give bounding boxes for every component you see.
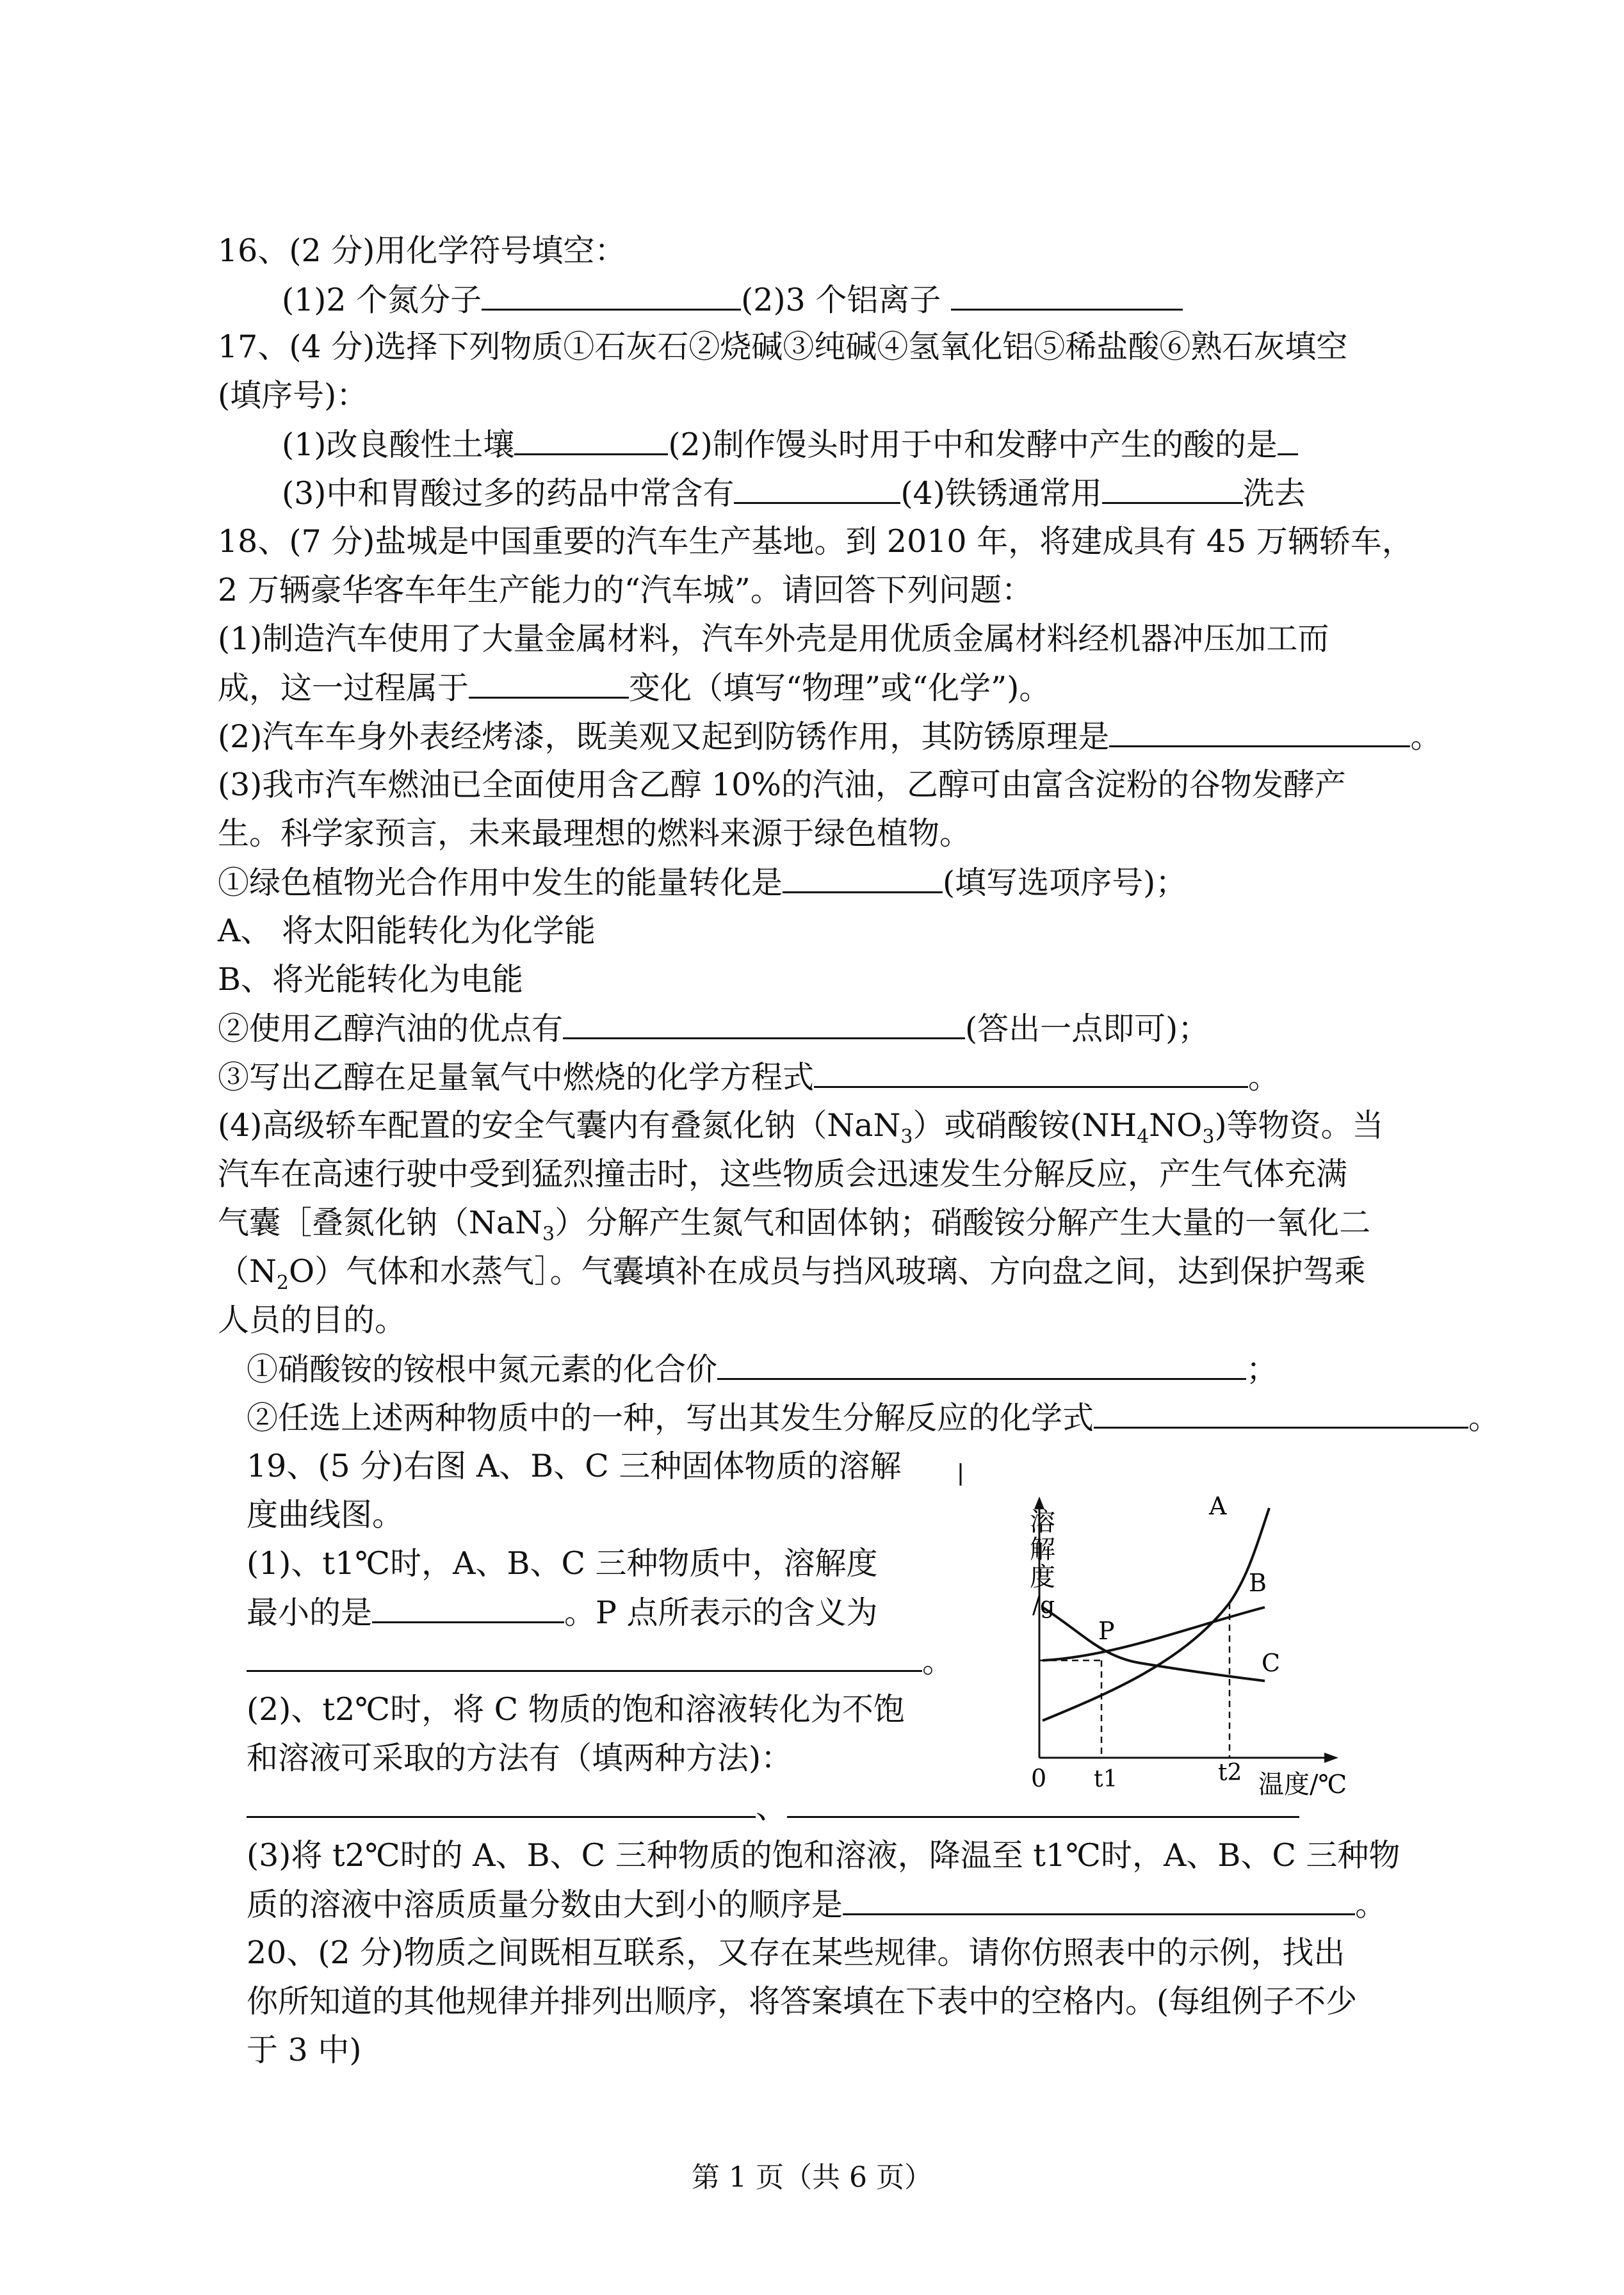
curve-b xyxy=(1043,1607,1265,1660)
q19-p3b-pre: 质的溶液中溶质质量分数由大到小的顺序是 xyxy=(247,1886,843,1923)
q18-s2 xyxy=(218,1009,1209,1048)
q19-p2b: 和溶液可采取的方法有（填两种方法)： xyxy=(247,1740,793,1776)
q18-p4d-text1: （N xyxy=(218,1253,277,1290)
q18-p4a-sub1: 3 xyxy=(900,1125,913,1148)
q18-p4a-text3: NO xyxy=(1149,1107,1203,1144)
q18-p4a-sub3: 3 xyxy=(1202,1125,1215,1148)
q20-line2: 你所知道的其他规律并排列出顺序，将答案填在下表中的空格内。(每组例子不少 xyxy=(247,1983,1358,2020)
q18-answer6-blank[interactable] xyxy=(717,1350,1246,1380)
q19-answer5-blank[interactable] xyxy=(843,1885,1355,1915)
q18-answer2-blank[interactable] xyxy=(1109,717,1410,747)
q19-answer2-blank[interactable] xyxy=(247,1642,922,1672)
q19-stem1: 19、(5 分)右图 A、B、C 三种固体物质的溶解 xyxy=(247,1448,902,1484)
q18-p4d-sub: 2 xyxy=(276,1271,289,1294)
q18-p4a-text2: ）或硝酸铵(NH xyxy=(913,1107,1137,1144)
q19-p3b xyxy=(247,1885,1386,1924)
q16-stem: 16、(2 分)用化学符号填空： xyxy=(218,232,626,269)
curve-c xyxy=(1043,1607,1265,1681)
q17-answer2-blank[interactable] xyxy=(1278,425,1298,455)
q17-part3-label: (3)中和胃酸过多的药品中常含有 xyxy=(282,475,735,512)
q17-answer4-blank[interactable] xyxy=(1102,474,1243,504)
curve-a-label: A xyxy=(1209,1492,1227,1520)
q19-answer1-blank[interactable] xyxy=(372,1593,564,1623)
q18-p4d-text2: O）气体和水蒸气］。气囊填补在成员与挡风玻璃、方向盘之间，达到保护驾乘 xyxy=(288,1253,1366,1290)
q18-s4 xyxy=(247,1350,1278,1389)
q18-s4-pre: ①硝酸铵的铵根中氮元素的化合价 xyxy=(247,1351,718,1388)
q19-answer3-blank[interactable] xyxy=(247,1788,756,1818)
y-label-2: 解 xyxy=(1030,1535,1055,1564)
q18-answer4-blank[interactable] xyxy=(563,1009,965,1039)
q18-s2-post: (答出一点即可)； xyxy=(965,1010,1210,1047)
q17-line2 xyxy=(282,474,1306,513)
q18-p4c-text2: ）分解产生氮气和固体钠；硝酸铵分解产生大量的一氧化二 xyxy=(555,1204,1371,1241)
point-p-label: P xyxy=(1098,1617,1115,1645)
q19-p3b-post: 。 xyxy=(1355,1886,1387,1923)
q17-line1 xyxy=(282,425,1298,464)
q18-p4c-text1: 气囊［叠氮化钠（NaN xyxy=(218,1204,542,1241)
q19-p1b-pre: 最小的是 xyxy=(247,1594,373,1631)
q18-s5-pre: ②任选上述两种物质中的一种，写出其发生分解反应的化学式 xyxy=(247,1400,1094,1436)
y-label-3: 度 xyxy=(1030,1562,1055,1592)
q18-s1-pre: ①绿色植物光合作用中发生的能量转化是 xyxy=(218,864,783,901)
q18-stem2: 2 万辆豪华客车年生产能力的“汽车城”。请回答下列问题： xyxy=(218,572,1033,608)
q18-p4b: 汽车在高速行驶中受到猛烈撞击时，这些物质会迅速发生分解反应，产生气体充满 xyxy=(218,1156,1348,1192)
q20-line3: 于 3 中) xyxy=(247,2032,362,2068)
q18-p4a-text1: (4)高级轿车配置的安全气囊内有叠氮化钠（NaN xyxy=(218,1107,901,1144)
q19-p2c-sep: 、 xyxy=(756,1789,788,1826)
q19-p1a: (1)、t1℃时，A、B、C 三种物质中，溶解度 xyxy=(247,1545,878,1582)
q19-p1b-post: 。P 点所表示的含义为 xyxy=(564,1594,878,1631)
q19-p3a: (3)将 t2℃时的 A、B、C 三种物质的饱和溶液，降温至 t1℃时，A、B、C 三种物 xyxy=(247,1837,1401,1874)
q17-stem: 17、(4 分)选择下列物质①石灰石②烧碱③纯碱④氢氧化铝⑤稀盐酸⑥熟石灰填空 xyxy=(218,328,1348,365)
q16-part2-label: (2)3 个铝离子 xyxy=(741,282,941,318)
t2-label: t2 xyxy=(1218,1760,1242,1786)
q17-part2-label: (2)制作馒头时用于中和发酵中产生的酸的是 xyxy=(668,426,1278,463)
q18-s3-pre: ③写出乙醇在足量氧气中燃烧的化学方程式 xyxy=(218,1059,815,1096)
q19-p1c-post: 。 xyxy=(922,1643,954,1680)
y-label-4: /g xyxy=(1032,1593,1055,1619)
q18-s1 xyxy=(218,863,1187,902)
q18-p1b-pre: 成，这一过程属于 xyxy=(218,670,469,706)
y-label-1: 溶 xyxy=(1030,1507,1055,1537)
q16-answer1-blank[interactable] xyxy=(482,280,741,311)
q17-answer3-blank[interactable] xyxy=(734,474,900,504)
solubility-curve-graph xyxy=(1030,1489,1370,1809)
q18-p1a: (1)制造汽车使用了大量金属材料，汽车外壳是用优质金属材料经机器冲压加工而 xyxy=(218,620,1329,657)
x-axis-arrow xyxy=(1324,1753,1338,1763)
q20-line1: 20、(2 分)物质之间既相互联系，又存在某些规律。请你仿照表中的示例，找出 xyxy=(247,1934,1345,1971)
q18-p1b-post: 变化（填写“物理”或“化学”)。 xyxy=(629,670,1051,706)
q18-p2-pre: (2)汽车车身外表经烤漆，既美观又起到防锈作用，其防锈原理是 xyxy=(218,718,1110,755)
q18-p4e: 人员的目的。 xyxy=(218,1302,407,1338)
q18-p1b xyxy=(218,669,1050,708)
q18-p4a xyxy=(218,1107,1384,1148)
q18-p4a-sub2: 4 xyxy=(1137,1125,1149,1148)
q17-part1-label: (1)改良酸性土壤 xyxy=(282,426,515,463)
q17-part4-label: (4)铁锈通常用 xyxy=(900,475,1102,512)
q16-part1-label: (1)2 个氮分子 xyxy=(282,282,482,318)
q19-p1c xyxy=(247,1642,954,1681)
curve-b-label: B xyxy=(1249,1569,1267,1597)
curve-c-label: C xyxy=(1262,1649,1281,1677)
q18-p3b: 生。科学家预言，未来最理想的燃料来源于绿色植物。 xyxy=(218,815,971,852)
q17-part4-tail: 洗去 xyxy=(1242,475,1306,512)
q18-answer3-blank[interactable] xyxy=(783,863,943,893)
q18-p3a: (3)我市汽车燃油已全面使用含乙醇 10%的汽油，乙醇可由富含淀粉的谷物发酵产 xyxy=(218,766,1346,803)
q17-stem2: (填序号)： xyxy=(218,377,368,414)
q16-part1-line xyxy=(282,280,1183,320)
q19-p2a: (2)、t2℃时，将 C 物质的饱和溶液转化为不饱 xyxy=(247,1691,905,1728)
q16-answer2-blank[interactable] xyxy=(951,280,1183,311)
t1-label: t1 xyxy=(1094,1766,1118,1792)
q18-s1-post: (填写选项序号)； xyxy=(943,864,1187,901)
x-axis-label: 温度/℃ xyxy=(1258,1770,1347,1799)
q17-answer1-blank[interactable] xyxy=(514,425,668,455)
q19-stem2: 度曲线图。 xyxy=(247,1496,404,1533)
q18-s2-pre: ②使用乙醇汽油的优点有 xyxy=(218,1010,564,1047)
q18-answer7-blank[interactable] xyxy=(1094,1399,1468,1429)
q18-p4a-text4: )等物资。当 xyxy=(1214,1107,1384,1144)
q18-s5-post: 。 xyxy=(1468,1400,1500,1436)
q18-s4-post: ； xyxy=(1246,1351,1278,1388)
q19-p1b xyxy=(247,1593,878,1632)
page-footer: 第 1 页（共 6 页） xyxy=(692,2161,932,2194)
q18-answer5-blank[interactable] xyxy=(814,1058,1248,1088)
q18-answer1-blank[interactable] xyxy=(469,669,629,699)
q18-s3-post: 。 xyxy=(1248,1059,1280,1096)
q18-p2 xyxy=(218,717,1441,756)
q18-s3 xyxy=(218,1058,1279,1097)
q18-stem1: 18、(7 分)盐城是中国重要的汽车生产基地。到 2010 年，将建成具有 45 万辆轿车， xyxy=(218,523,1413,560)
q18-s5 xyxy=(247,1399,1500,1438)
q18-p4c-sub: 3 xyxy=(542,1222,555,1245)
q18-option-a: A、 将太阳能转化为化学能 xyxy=(218,912,596,949)
q18-p4c xyxy=(218,1204,1371,1245)
origin-label: 0 xyxy=(1031,1764,1047,1792)
q18-p2-post: 。 xyxy=(1410,718,1442,755)
q18-option-b: B、将光能转化为电能 xyxy=(218,961,524,998)
q18-p4d xyxy=(218,1253,1366,1294)
